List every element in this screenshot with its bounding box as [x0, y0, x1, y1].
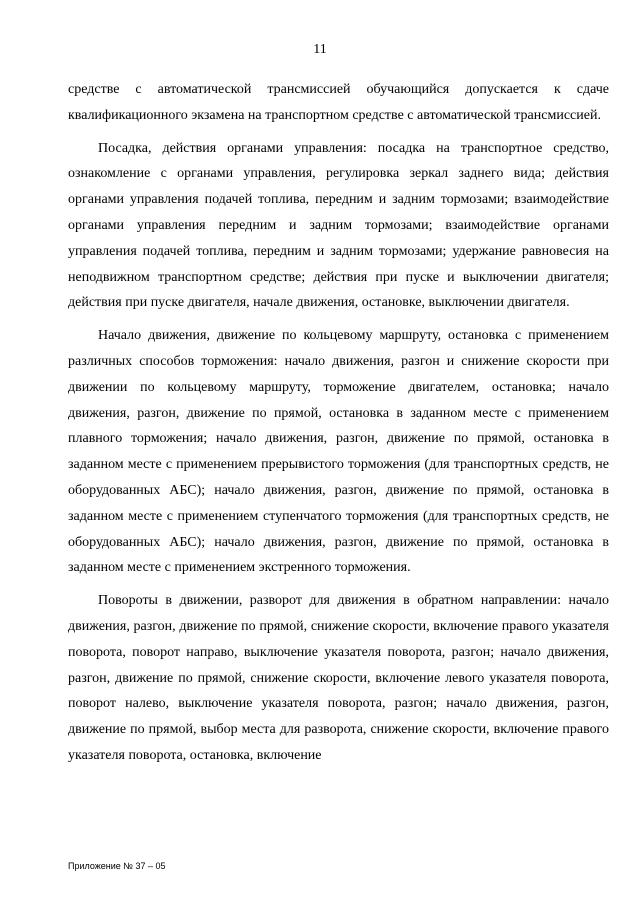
document-body	[68, 77, 609, 776]
paragraph-continuation: средстве с автоматической трансмиссией обучающийся допускается к сдаче квалификационного экзамена на транспортном средстве с автоматической трансмиссией.	[68, 82, 609, 123]
paragraph-turns-reversal: Повороты в движении, разворот для движения в обратном направлении: начало движения, разгон, движение по прямой, снижение скорости, включение правого указателя поворота, поворот направо, выключение указателя поворота, разгон; начало движения, разгон, движение по прямой, снижение скорости, включение левого указателя поворота, поворот налево, выключение указателя поворота, разгон; начало движения, разгон, движение по прямой, выбор места для разворота, снижение скорости, включение правого указателя поворота, остановка, включение	[68, 593, 609, 763]
footer-appendix-label: Приложение № 37 – 05	[68, 861, 166, 871]
paragraph-seating-controls: Посадка, действия органами управления: посадка на транспортное средство, ознакомление с органами управления, регулировка зеркал заднего вида; действия органами управления подачей топлива, передним и задним тормозами; взаимодействие органами управления передним и задним тормозами; взаимодействие органами управления подачей топлива, передним и задним тормозами; удержание равновесия на неподвижном транспортном средстве; действия при пуске и выключении двигателя; действия при пуске двигателя, начале движения, остановке, выключении двигателя.	[68, 140, 609, 311]
paragraph-start-circular-route: Начало движения, движение по кольцевому маршруту, остановка с применением различных способов торможения: начало движения, разгон и снижение скорости при движении по кольцевому маршруту, торможение двигателем, остановка; начало движения, разгон, движение по прямой, остановка в заданном месте с применением плавного торможения; начало движения, разгон, движение по прямой, остановка в заданном месте с применением прерывистого торможения (для транспортных средств, не оборудованных АБС); начало движения, разгон, движение по прямой, остановка в заданном месте с применением ступенчатого торможения (для транспортных средств, не оборудованных АБС); начало движения, разгон, движение по прямой, остановка в заданном месте с применением экстренного торможения.	[68, 328, 609, 576]
page-number: 11	[313, 42, 327, 57]
